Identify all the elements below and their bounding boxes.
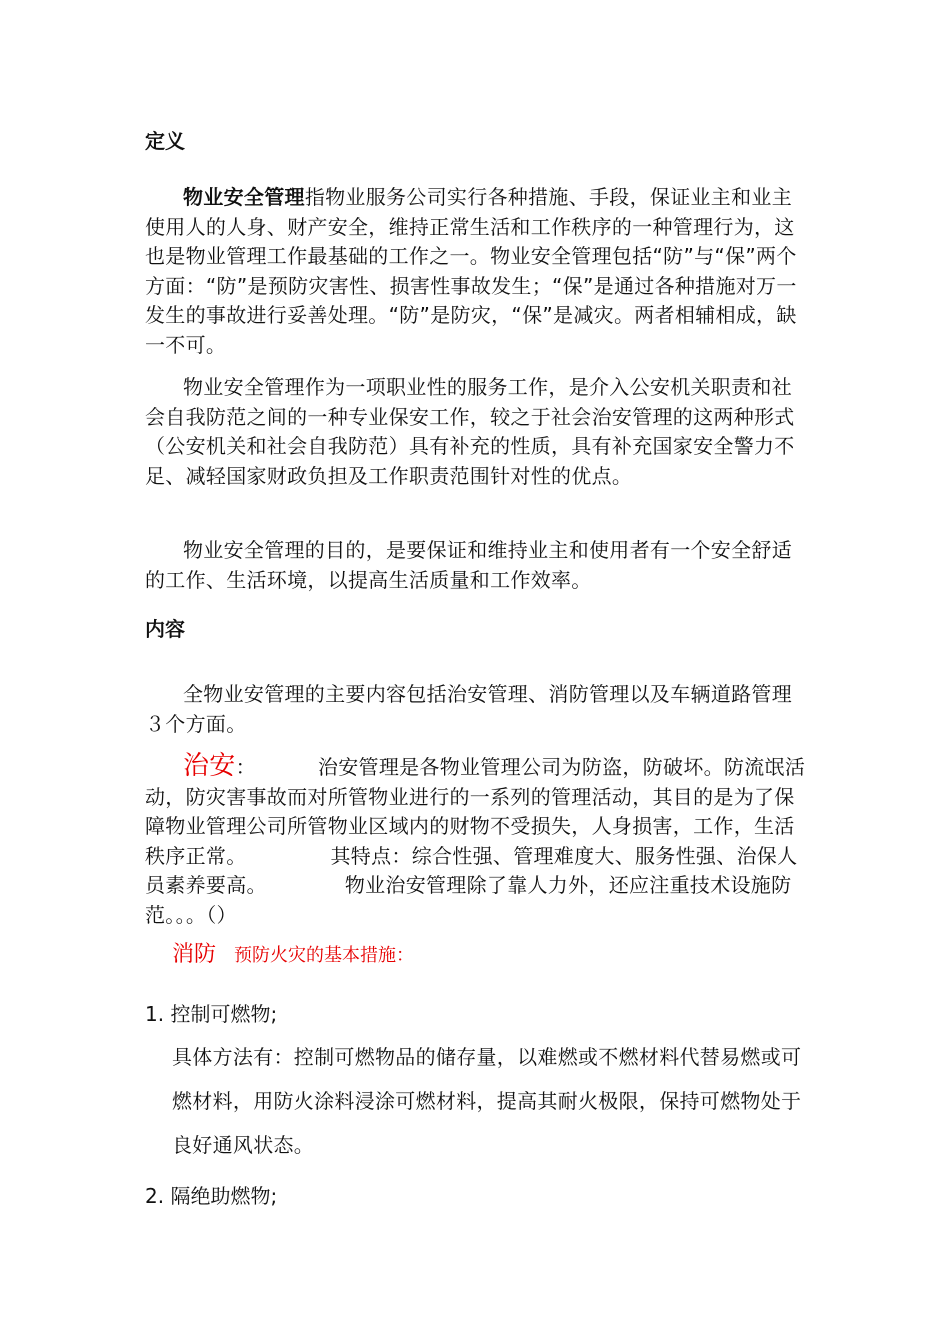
definition-paragraph-3: 物业安全管理的目的，是要保证和维持业主和使用者有一个安全舒适的工作、生活环境，以提高生活质量和工作效率。 [145,538,792,592]
section-heading-content: 内容 [145,617,185,641]
fire-subtitle: 预防火灾的基本措施： [234,945,415,966]
security-text-1: 治安管理是各物业管理公司为防盗，防破坏。防流氓活动，防灾害事故而对所管物业进行的一系列的管理活动，其目的是为了保障物业管理公司所管物业区域内的财物不受损失，人身损害，工作，生活秩序正常。 [145,755,806,868]
security-colon: ： [235,755,256,779]
content-paragraph-1: 全物业安管理的主要内容包括治安管理、消防管理以及车辆道路管理３个方面。 [145,682,792,736]
list-item-1-detail: 具体方法有：控制可燃物品的储存量，以难燃或不燃材料代替易燃或可燃材料，用防火涂料浸涂可燃材料，提高其耐火极限，保持可燃物处于良好通风状态。 [172,1045,802,1157]
list-item-2: 2. 隔绝助燃物; [145,1184,278,1208]
security-text-3: 物业治安管理除了靠人力外，还应注重技术设施防范。。。（） [145,873,792,927]
security-label: 治安 [183,751,236,781]
fire-label: 消防 [172,942,217,967]
term-bold: 物业安全管理 [183,185,305,209]
definition-text: 指物业服务公司实行各种措施、手段，保证业主和业主使用人的人身、财产安全，维持正常生活和工作秩序的一种管理行为，这也是物业管理工作最基础的工作之一。物业安全管理包括“防”与“保”两个方面：“防”是预防灾害性、损害性事故发生；“保”是通过各种措施对万一发生的事故进行妥善处理。“防”是防灾，“保”是减灾。两者相辅相成，缺一不可。 [145,185,797,357]
definition-paragraph-1 [145,183,810,360]
security-text-2: 其特点：综合性强、管理难度大、服务性强、治保人员素养要高。 [145,843,798,897]
list-item-1: 1. 控制可燃物; [145,1002,278,1026]
security-paragraph [145,752,810,930]
definition-paragraph-2: 物业安全管理作为一项职业性的服务工作，是介入公安机关职责和社会自我防范之间的一种专业保安工作，较之于社会治安管理的这两种形式（公安机关和社会自我防范）具有补充的性质，具有补充国家安全警力不足、减轻国家财政负担及工作职责范围针对性的优点。 [145,375,795,488]
section-heading-definition: 定义 [145,129,185,153]
fire-heading [172,940,414,971]
